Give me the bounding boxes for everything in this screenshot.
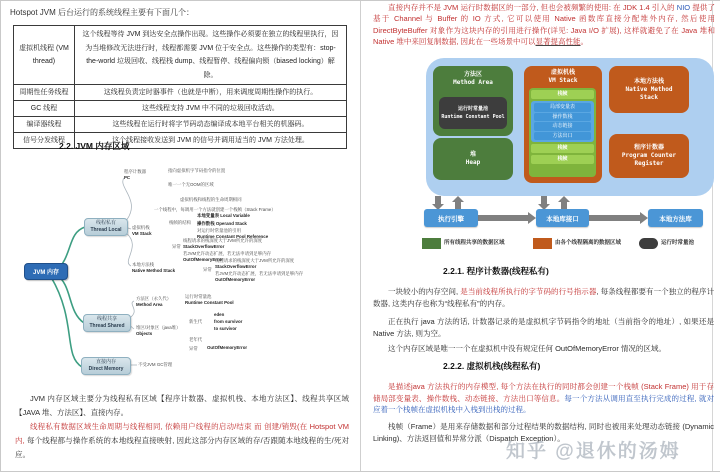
legend-label-isolated: 由各个线程隔离的数据区域 bbox=[555, 240, 622, 246]
thread-name-cell: GC 线程 bbox=[14, 101, 75, 117]
mindmap-leaf-label: StackOverflowError bbox=[215, 264, 257, 269]
mindmap-leaf-label: 线程请求的栈深度大于JVM所允许的深度 bbox=[215, 258, 295, 263]
runtime-pool-cn: 运行时常量池 bbox=[457, 106, 488, 112]
native-stack-en: Native Method Stack bbox=[625, 85, 673, 101]
heap-cn: 堆 bbox=[469, 152, 476, 158]
method-area-cn: 方法区 bbox=[463, 72, 482, 78]
thread-desc-cell: 这些线程支持 JVM 中不同的垃圾回收活动。 bbox=[75, 101, 347, 117]
mindmap-leaf-label: eden bbox=[214, 312, 225, 317]
mindmap-leaf-label: 指向虚拟机字节码指令的位置 bbox=[168, 168, 226, 173]
zhihu-watermark: 知乎 @退休的汤姆 bbox=[506, 441, 681, 462]
mindmap-leaf-label: to survivor bbox=[214, 326, 237, 331]
mindmap-leaf-label: Native Method Stack bbox=[132, 268, 176, 273]
pc-register-para-2: 正在执行 java 方法的话, 计数器记录的是虚拟机字节码指令的地址（当前指令的地址）, 如果还是 Native 方法, 则为空。 bbox=[373, 317, 714, 338]
legend-swatch-isolated bbox=[533, 238, 552, 249]
p1-black: 一块较小的内存空间, bbox=[388, 287, 461, 296]
legend-label-pool: 运行时常量池 bbox=[661, 240, 695, 246]
branch-label-cn: 线程共享 bbox=[96, 316, 117, 322]
mindmap-center-node[interactable]: JVM 内存 bbox=[24, 263, 68, 280]
mindmap-leaf-label: OutOfMemoryError bbox=[183, 257, 224, 262]
thread-name-cell: 虚拟机线程 (VM thread) bbox=[14, 26, 75, 85]
mindmap-leaf-label: VM Stack bbox=[132, 231, 152, 236]
mindmap-branch-thread-shared[interactable] bbox=[83, 314, 131, 332]
legend-label-shared: 所有线程共享的数据区域 bbox=[444, 240, 505, 246]
mindmap-leaf-label: 本地变量表 Local Variable bbox=[197, 213, 250, 218]
mindmap-leaf-label: 对运行时常量池的引用 bbox=[197, 228, 241, 233]
mindmap-leaf-label: from survivor bbox=[214, 319, 243, 324]
mindmap-leaf-label: Method Area bbox=[136, 302, 163, 307]
mindmap-leaf-label: 异常 bbox=[203, 267, 212, 272]
thread-desc-cell: 这些线程在运行时将字节码动态编译成本地平台相关的机器码。 bbox=[75, 117, 347, 133]
pc-register-para-3: 这个内存区域是唯一一个在虚拟机中没有规定任何 OutOfMemoryError 情况的区域。 bbox=[388, 344, 666, 353]
pc-register-para-1 bbox=[373, 286, 714, 309]
memory-region-summary: JVM 内存区域主要分为线程私有区域【程序计数器、虚拟机栈、本地方法区】、线程共享区域【JAVA 堆、方法区】、直接内存。 bbox=[15, 394, 349, 417]
thread-name-cell: 信号分发线程 bbox=[14, 133, 75, 149]
mindmap-leaf-label: 操作数栈 Operand Stack bbox=[197, 221, 247, 226]
method-area-en: Method Area bbox=[453, 79, 493, 86]
thread-desc-cell: 这线程负责定时器事件（也就是中断），用来调度周期性操作的执行。 bbox=[75, 85, 347, 101]
mindmap-connectors bbox=[1, 1, 361, 386]
runtime-pool-en: Runtime Constant Pool bbox=[441, 114, 505, 120]
branch-label-en: Thread Local bbox=[90, 227, 122, 233]
execution-engine-box: 执行引擎 bbox=[424, 209, 478, 227]
branch-label-en: Thread Shared bbox=[89, 323, 125, 329]
heap-en: Heap bbox=[465, 159, 481, 166]
vm-stack-para-2: 栈帧（Frame）是用来存储数据和部分过程结果的数据结构, 同时也被用来处理动态链接 (Dynamic Linking)、方法返回值和异常分派（Dispatch Exception）。 bbox=[373, 422, 714, 443]
note-red-part: 线程私有数据区域生命周期与线程相同, 依赖用户线程的启动/结束 而 创建/销毁(在 Hotspot VM 内, bbox=[15, 422, 349, 445]
stack-frame-strip: 栈帧 bbox=[531, 90, 594, 99]
native-stack-cn: 本地方法栈 bbox=[633, 78, 664, 85]
pc-register-en: Program Counter Register bbox=[621, 152, 677, 167]
heading-vm-stack: 2.2.2. 虚拟机栈(线程私有) bbox=[443, 361, 541, 371]
vm-stack-en: VM Stack bbox=[548, 77, 578, 84]
mindmap-leaf-label: 若JVM允许动态扩展，若无法申请到足够内存 bbox=[215, 271, 303, 276]
p1-red: 是描述java 方法执行的内存模型, 每个方法在执行的同时都会创建一个栈帧 (Stack Frame) 用于存储局部变量表、操作数栈、动态链接、方法出口等信息。 bbox=[373, 382, 714, 403]
mindmap-leaf-label: 老年代 bbox=[189, 337, 203, 342]
intro-red-2: 提供了基于 Channel 与 Buffer 的 IO 方式, 它可以使用 Native 函数库直接分配堆外内存, 然后使用 DirectByteBuffer 对象作为这块内存的引用进行操作(详见: Java I/O 扩展), 这样就避免了在 Java 堆和 Native 堆中来回复制数据, 因此在一些场景中可以 bbox=[373, 3, 715, 47]
legend-swatch-shared bbox=[422, 238, 441, 249]
pc-register-cn: 程序计数器 bbox=[633, 145, 664, 151]
p1-red: 是当前线程所执行的字节码的行号指示器 bbox=[460, 287, 597, 296]
frame-row-dynamic-link: 动态链接 bbox=[534, 122, 591, 131]
mindmap-leaf-label: 虚拟机栈 bbox=[132, 225, 150, 230]
thread-name-cell: 周期性任务线程 bbox=[14, 85, 75, 101]
section-heading-jvm-memory: 2.2. JVM 内存区域 bbox=[59, 141, 130, 151]
mindmap-leaf-label: 异常 bbox=[189, 346, 198, 351]
mindmap-leaf-label: OutOfMemoryError bbox=[207, 345, 248, 350]
intro-end: 。 bbox=[580, 37, 589, 47]
mindmap-leaf-label: 程序计数器 bbox=[124, 169, 146, 174]
frame-row-operand-stack: 操作数栈 bbox=[534, 113, 591, 122]
p1-blue: 每一个方法从调用直至执行完成的过程, 就对应着一个栈帧在虚拟机栈中入栈到出栈的过程。 bbox=[373, 393, 715, 414]
hotspot-threads-intro: Hotspot JVM 后台运行的系统线程主要有下面几个： bbox=[10, 8, 195, 17]
branch-label-en: Direct Memory bbox=[88, 366, 124, 372]
thread-desc-cell: 这个线程等待 JVM 到达安全点操作出现。这些操作必须要在独立的线程里执行，因为当堆修改无法进行时，线程都需要 JVM 位于安全点。这些操作的类型有：stop-the-world 垃圾回收、线程栈 dump、线程暂停、线程偏向锁（biased locking）解除。 bbox=[75, 26, 347, 85]
branch-label-cn: 线程私有 bbox=[95, 220, 116, 226]
intro-red-1: 直接内存并不是 JVM 运行时数据区的一部分, 但也会被频繁的使用: 在 JDK 1.4 引入的 bbox=[388, 3, 677, 12]
mindmap-leaf-label: 若JVM允许动态扩展，若无法申请到足够内存 bbox=[183, 251, 271, 256]
native-library-box: 本地方法库 bbox=[648, 209, 703, 227]
thread-private-note bbox=[15, 420, 349, 462]
mindmap-leaf-label: Runtime Constant Pool bbox=[185, 300, 234, 305]
intro-underlined: 显著提高性能 bbox=[535, 37, 581, 47]
legend-swatch-pool bbox=[639, 238, 658, 249]
native-interface-box: 本地库接口 bbox=[536, 209, 589, 227]
mindmap-leaf-label: PC bbox=[124, 175, 131, 180]
mindmap-leaf-label: 虚拟机栈和线程的生命周期相同 bbox=[180, 197, 242, 202]
jvm-memory-mindmap bbox=[1, 1, 361, 386]
branch-label-cn: 直接内存 bbox=[95, 359, 116, 365]
mindmap-leaf-label: OutOfMemoryError bbox=[215, 277, 256, 282]
mindmap-branch-thread-local[interactable] bbox=[84, 218, 128, 236]
mindmap-leaf-label: 本地方法栈 bbox=[132, 262, 154, 267]
mindmap-leaf-label: Objects bbox=[136, 331, 153, 336]
stack-frame-strip: 栈帧 bbox=[531, 144, 594, 153]
direct-memory-intro bbox=[373, 2, 715, 48]
mindmap-leaf-label: 一个线程中，每调用一个方法就创建一个栈帧（Stack Frame） bbox=[154, 207, 276, 212]
runtime-data-area-diagram bbox=[421, 53, 720, 253]
mindmap-leaf-label: 线程请求的栈深度大于JVM所允许的深度 bbox=[183, 238, 263, 243]
mindmap-leaf-label: 异常 bbox=[172, 244, 181, 249]
thread-name-cell: 编译器线程 bbox=[14, 117, 75, 133]
mindmap-leaf-label: 堆区/对象区（java堆） bbox=[136, 325, 181, 330]
mindmap-branch-direct-memory[interactable] bbox=[81, 357, 131, 375]
vm-stack-para-1 bbox=[373, 381, 714, 416]
frame-row-method-exit: 方法出口 bbox=[534, 132, 591, 141]
thread-desc-cell: 这个线程接收发送到 JVM 的信号并调用适当的 JVM 方法处理。 bbox=[75, 133, 347, 149]
mindmap-leaf-label: 不受JVM GC管理 bbox=[138, 362, 173, 367]
mindmap-leaf-label: StackOverflowError bbox=[183, 244, 225, 249]
note-black-part: 每个线程都与操作系统的本地线程直接映射, 因此这部分内存区域的存/否跟随本地线程的生/死对应。 bbox=[15, 436, 349, 459]
vm-stack-cn: 虚拟机栈 bbox=[550, 70, 575, 76]
mindmap-leaf-label: 栈帧的结构 bbox=[169, 220, 191, 225]
mindmap-leaf-label: 运行时常量池 bbox=[185, 294, 212, 299]
heading-pc-register: 2.2.1. 程序计数器(线程私有) bbox=[443, 266, 549, 276]
mindmap-leaf-label: 方法区（永久代） bbox=[136, 296, 172, 301]
mindmap-leaf-label: Runtime Constant Pool Reference bbox=[197, 234, 269, 239]
frame-row-local-vars: 局部变量表 bbox=[534, 103, 591, 112]
mindmap-leaf-label: 新生代 bbox=[189, 319, 203, 324]
intro-nio-link[interactable]: NIO bbox=[676, 3, 691, 12]
stack-frame-strip: 栈帧 bbox=[531, 155, 594, 164]
mindmap-leaf-label: 唯一一个无OOM的区域 bbox=[168, 182, 214, 187]
p1-black-2: , 每条线程都要有一个独立的程序计数器, 这类内存也称为“线程私有”的内存。 bbox=[373, 287, 715, 308]
